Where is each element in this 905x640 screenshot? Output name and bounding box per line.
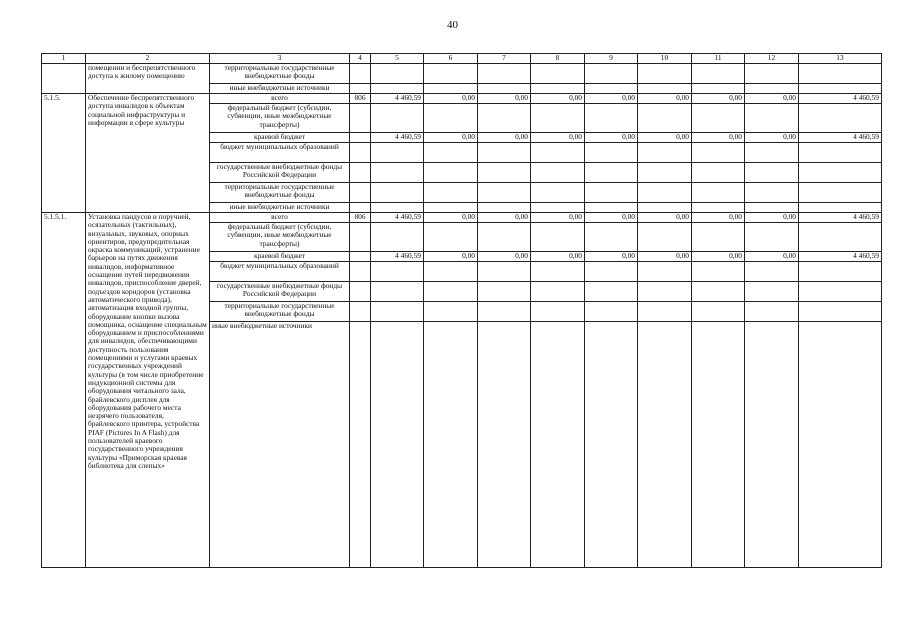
value-cell: 0,00 [638,94,692,104]
funding-source: федеральный бюджет (субсидии, субвенции, иные межбюджетные трансферты) [210,223,350,252]
funding-source: территориальные государственные внебюджетные фонды [210,302,350,322]
funding-source: бюджет муниципальных образований [210,262,350,282]
table-row [42,64,882,84]
funding-source: краевой бюджет [210,252,350,262]
funding-source: иные внебюджетные источники [210,203,350,213]
column-header: 2 [86,54,210,64]
total-cell: 4 460,59 [799,213,882,223]
value-cell: 0,00 [585,213,638,223]
item-name: помещении и беспрепятственного доступа к жилому помещению [86,64,210,94]
column-header: 5 [371,54,424,64]
column-header: 11 [692,54,745,64]
table-row [42,94,882,104]
value-cell: 0,00 [585,94,638,104]
value-cell: 0,00 [478,133,531,143]
page-number: 40 [447,19,458,31]
column-header: 7 [478,54,531,64]
item-code: 5.1.5. [42,94,86,213]
value-cell: 0,00 [478,252,531,262]
value-cell: 0,00 [531,133,585,143]
value-cell: 0,00 [585,133,638,143]
item-code [42,64,86,94]
value-cell: 4 460,59 [371,94,424,104]
total-cell: 4 460,59 [799,252,882,262]
value-cell: 0,00 [531,94,585,104]
value-cell: 0,00 [692,133,745,143]
column-header: 13 [799,54,882,64]
funding-source: федеральный бюджет (субсидии, субвенции, иные межбюджетные трансферты) [210,104,350,133]
value-cell: 0,00 [424,133,478,143]
column-header: 10 [638,54,692,64]
funding-source: иные внебюджетные источники [210,84,350,94]
table-row [42,213,882,223]
value-cell: 0,00 [692,213,745,223]
item-code: 5.1.5.1. [42,213,86,568]
column-header: 3 [210,54,350,64]
funding-source: иные внебюджетные источники [210,322,350,568]
value-cell: 0,00 [585,252,638,262]
column-header: 12 [745,54,799,64]
funding-source: территориальные государственные внебюджетные фонды [210,64,350,84]
value-cell: 0,00 [692,252,745,262]
value-cell: 0,00 [424,94,478,104]
funding-source: территориальные государственные внебюджетные фонды [210,183,350,203]
funding-source: краевой бюджет [210,133,350,143]
funding-source: государственные внебюджетные фонды Российской Федерации [210,163,350,183]
grbs-code: 806 [350,94,371,104]
value-cell: 0,00 [745,133,799,143]
column-header: 8 [531,54,585,64]
column-header: 4 [350,54,371,64]
value-cell: 0,00 [692,94,745,104]
value-cell: 0,00 [745,94,799,104]
column-header: 6 [424,54,478,64]
item-name: Установка пандусов и поручней, осязательных (тактильных), визуальных, звуковых, опорных ориентиров, предупредительная окраска коммуникаций, устранение барьеров на путях движения инвалидов, информативное оснащение путей передвижения инвалидов, приспособление дверей, подъездов коридоров (установка автоматического привода), автоматизация входной группы, оборудование кнопки вызова помощника, оснащение специальным оборудованием и приспособлениями для инвалидов, обеспечивающими доступность пользования помещениями и услугами краевых государственных учреждений культуры (в том числе приобретение индукционной системы для оборудования читального зала, брайлевского дисплея для оборудования рабочего места незрячего пользователя, брайлевского принтера, устройства PIAF (Pictures In A Flash) для пользователей краевого государственного учреждения культуры «Приморская краевая библиотека для слепых» [86,213,210,568]
value-cell: 0,00 [745,213,799,223]
value-cell: 4 460,59 [371,252,424,262]
funding-source: бюджет муниципальных образований [210,143,350,163]
total-cell: 4 460,59 [799,133,882,143]
column-header: 9 [585,54,638,64]
value-cell: 0,00 [638,252,692,262]
value-cell: 0,00 [478,213,531,223]
value-cell: 0,00 [424,252,478,262]
value-cell: 0,00 [531,252,585,262]
item-name: Обеспечение беспрепятственного доступа инвалидов к объектам социальной инфраструктуры и информации в сфере культуры [86,94,210,213]
value-cell: 4 460,59 [371,213,424,223]
funding-source: всего [210,213,350,223]
value-cell: 0,00 [638,213,692,223]
funding-source: всего [210,94,350,104]
funding-source: государственные внебюджетные фонды Российской Федерации [210,282,350,302]
header-row [42,54,882,64]
value-cell: 0,00 [531,213,585,223]
total-cell: 4 460,59 [799,94,882,104]
value-cell: 0,00 [424,213,478,223]
value-cell: 0,00 [638,133,692,143]
value-cell: 0,00 [745,252,799,262]
value-cell: 4 460,59 [371,133,424,143]
value-cell: 0,00 [478,94,531,104]
budget-table [41,53,882,568]
column-header: 1 [42,54,86,64]
grbs-code: 806 [350,213,371,223]
